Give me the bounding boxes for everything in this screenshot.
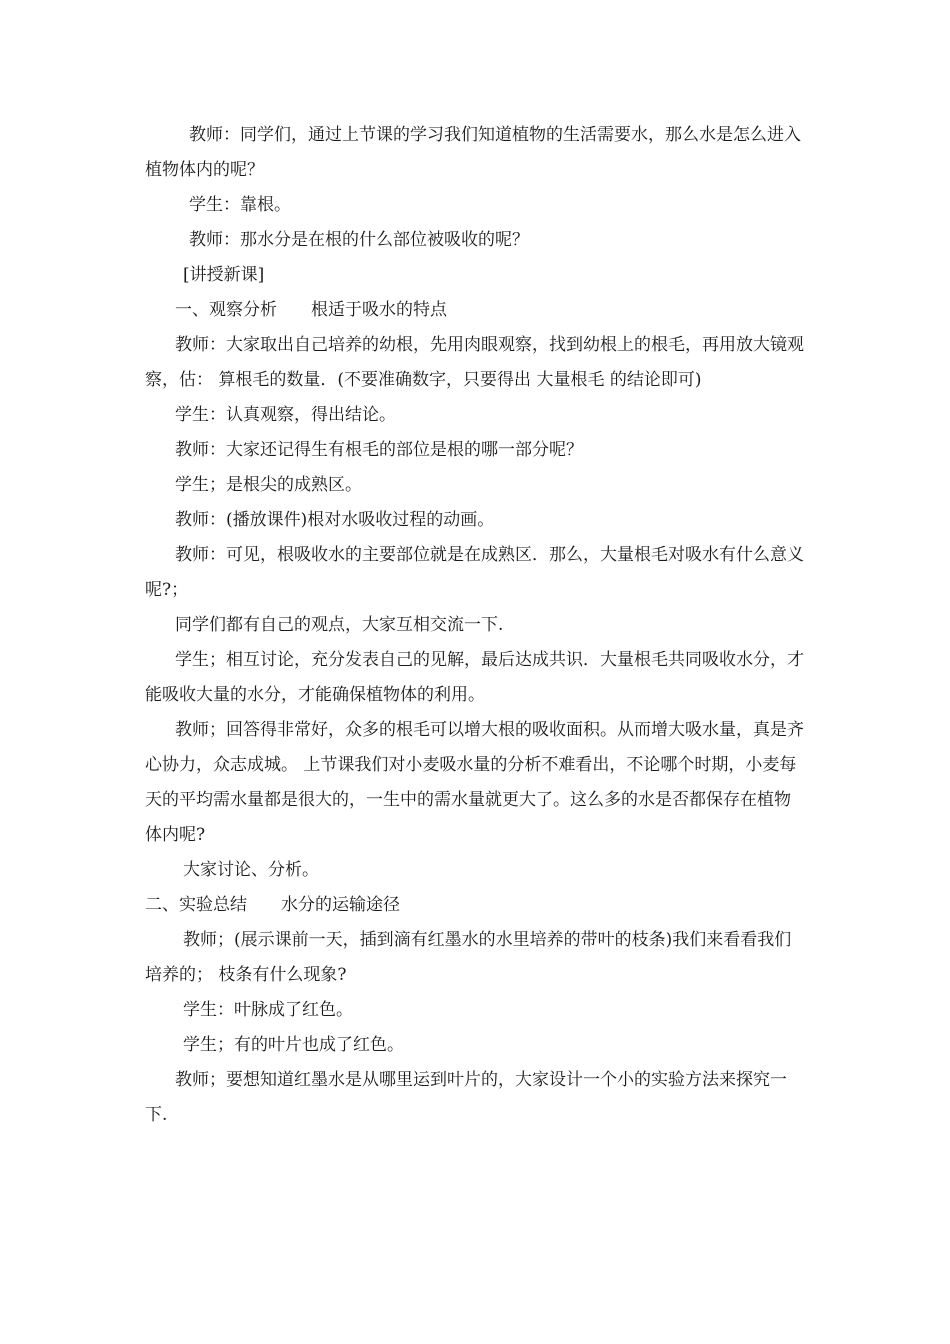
paragraph: 教师；要想知道红墨水是从哪里运到叶片的，大家设计一个小的实验方法来探究一下. bbox=[145, 1070, 787, 1125]
paragraph: 教师：(播放课件)根对水吸收过程的动画。 bbox=[175, 510, 495, 530]
section-heading: [讲授新课] bbox=[183, 265, 265, 285]
paragraph: 学生：靠根。 bbox=[189, 195, 291, 215]
paragraph: 大家讨论、分析。 bbox=[183, 860, 319, 880]
paragraph: 教师；回答得非常好，众多的根毛可以增大根的吸收面积。从而增大吸水量，真是齐心协力，众志成城。 上节课我们对小麦吸水量的分析不难看出，不论哪个时期，小麦每天的平均需水量都是很大的，一生中的需水量就更大了。这么多的水是否都保存在植物体内呢? bbox=[145, 720, 804, 845]
section-heading: 二、实验总结 水分的运输途径 bbox=[145, 895, 400, 915]
paragraph: 教师：大家还记得生有根毛的部位是根的哪一部分呢？ bbox=[175, 440, 583, 460]
paragraph: 学生；是根尖的成熟区。 bbox=[175, 475, 362, 495]
paragraph: 学生；相互讨论，充分发表自己的见解，最后达成共识．大量根毛共同吸收水分，才能吸收大量的水分，才能确保植物体的利用。 bbox=[145, 650, 804, 705]
paragraph: 学生；有的叶片也成了红色。 bbox=[183, 1035, 404, 1055]
paragraph: 教师：同学们，通过上节课的学习我们知道植物的生活需要水，那么水是怎么进入植物体内的呢？ bbox=[145, 125, 801, 180]
paragraph: 学生：认真观察，得出结论。 bbox=[175, 405, 396, 425]
paragraph: 教师：那水分是在根的什么部位被吸收的呢？ bbox=[189, 230, 529, 250]
paragraph: 学生：叶脉成了红色。 bbox=[183, 1000, 353, 1020]
paragraph: 教师：可见，根吸收水的主要部位就是在成熟区．那么，大量根毛对吸水有什么意义呢?； bbox=[145, 545, 804, 600]
paragraph: 教师；(展示课前一天，插到滴有红墨水的水里培养的带叶的枝条)我们来看看我们培养的； 枝条有什么现象? bbox=[145, 930, 792, 985]
paragraph: 同学们都有自己的观点，大家互相交流一下. bbox=[175, 615, 504, 635]
section-heading: 一、观察分析 根适于吸水的特点 bbox=[175, 300, 447, 320]
document-body bbox=[145, 118, 807, 1133]
paragraph: 教师：大家取出自己培养的幼根，先用肉眼观察，找到幼根上的根毛，再用放大镜观察，估： 算根毛的数量．(不要准确数字，只要得出 大量根毛 的结论即可) bbox=[145, 335, 804, 390]
